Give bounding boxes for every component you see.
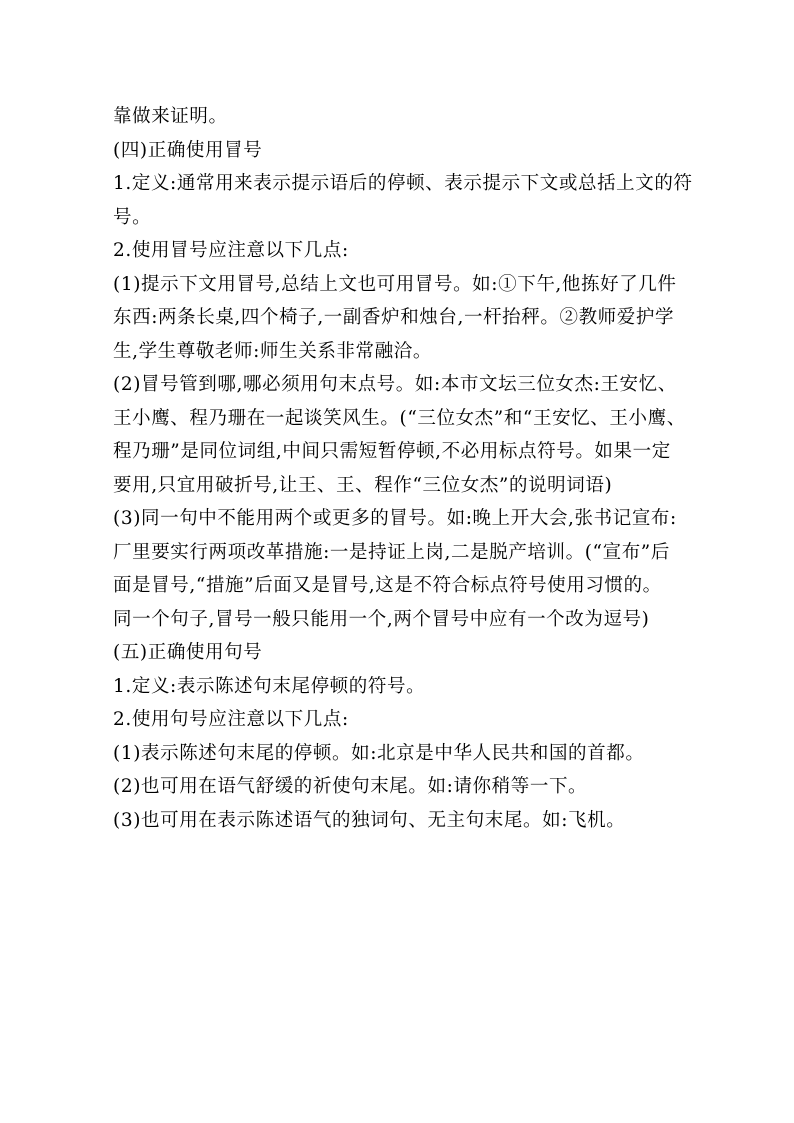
text-line: 靠做来证明。 (113, 106, 228, 127)
text-line: (3)也可用在表示陈述语气的独词句、无主句末尾。如:飞机。 (113, 809, 626, 831)
text-line: (1)表示陈述句末尾的停顿。如:北京是中华人民共和国的首都。 (113, 742, 645, 764)
text-line: 东西:两条长桌,四个椅子,一副香炉和烛台,一杆抬秤。②教师爱护学 (113, 307, 675, 328)
section-heading-colon: (四)正确使用冒号 (113, 139, 263, 161)
text-line: (2)也可用在语气舒缓的祈使句末尾。如:请你稍等一下。 (113, 776, 588, 797)
text-line: 要用,只宜用破折号,让王、王、程作“三位女杰”的说明词语) (113, 474, 613, 496)
text-line: (2)冒号管到哪,哪必须用句末点号。如:本市文坛三位女杰:王安忆、 (113, 374, 677, 395)
text-line: 同一个句子,冒号一般只能用一个,两个冒号中应有一个改为逗号) (113, 608, 650, 630)
text-line: 王小鹰、程乃珊在一起谈笑风生。(“三位女杰”和“王安忆、王小鹰、 (113, 407, 686, 429)
text-line: 2.使用句号应注意以下几点: (113, 709, 349, 730)
section-heading-period: (五)正确使用句号 (113, 642, 263, 663)
text-line: 1.定义:通常用来表示提示语后的停顿、表示提示下文或总括上文的符 (113, 173, 693, 194)
text-line: 面是冒号,“措施”后面又是冒号,这是不符合标点符号使用习惯的。 (113, 575, 662, 596)
text-line: 厂里要实行两项改革措施:一是持证上岗,二是脱产培训。(“宣布”后 (113, 541, 670, 563)
text-line: (1)提示下文用冒号,总结上文也可用冒号。如:①下午,他拣好了几件 (113, 273, 677, 295)
text-line: 2.使用冒号应注意以下几点: (113, 240, 349, 261)
text-line: 号。 (113, 206, 152, 228)
document-body (113, 100, 693, 837)
text-line: 1.定义:表示陈述句末尾停顿的符号。 (113, 675, 426, 697)
text-line: 生,学生尊敬老师:师生关系非常融洽。 (113, 340, 432, 362)
text-line: 程乃珊”是同位词组,中间只需短暂停顿,不必用标点符号。如果一定 (113, 441, 671, 462)
text-line: (3)同一句中不能用两个或更多的冒号。如:晚上开大会,张书记宣布: (113, 508, 677, 529)
